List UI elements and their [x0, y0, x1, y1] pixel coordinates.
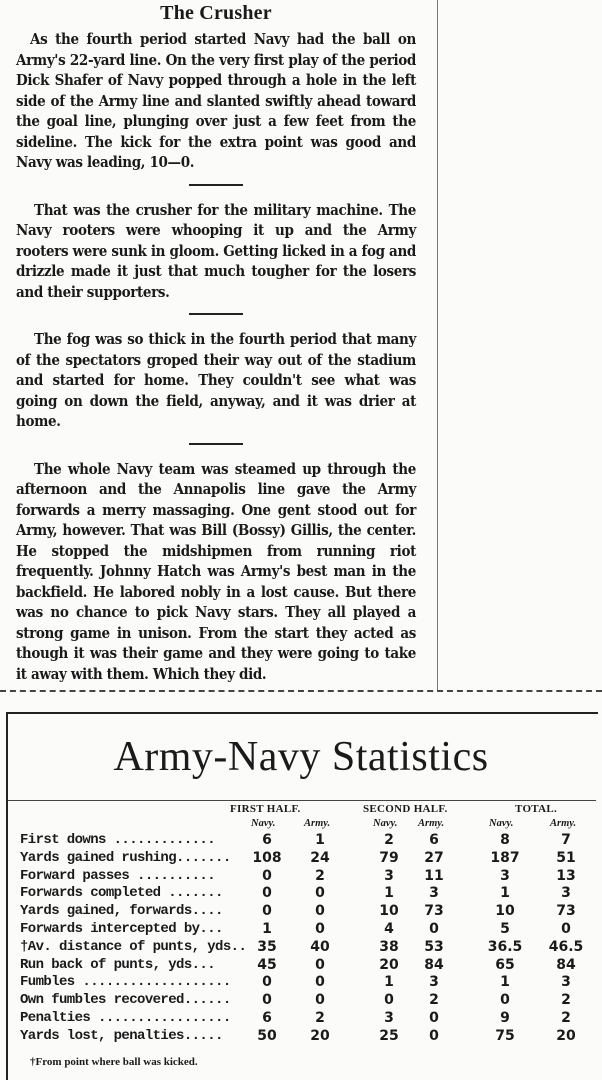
stat-cell: 3 — [561, 885, 571, 902]
stat-cell: 79 — [379, 849, 399, 866]
stat-cell: 1 — [384, 974, 394, 991]
stat-cell: 7 — [561, 832, 571, 848]
stat-cell: 3 — [384, 1010, 394, 1026]
stat-row-label: Penalties ................. — [20, 1010, 231, 1026]
header-first-half: FIRST HALF. — [230, 803, 301, 815]
team-column-header: Army. — [418, 818, 445, 829]
stat-cell: 11 — [424, 867, 444, 884]
stat-cell: 2 — [384, 832, 394, 848]
article-paragraph-3: The fog was so thick in the fourth period that many of the spectators groped their way out of the stadium and started for home. They couldn't see what was going on down the field, anyway, and it was drier at home. — [16, 330, 416, 430]
stat-cell: 1 — [315, 832, 325, 848]
stat-cell: 38 — [379, 938, 399, 955]
stat-cell: 0 — [262, 903, 272, 920]
stat-cell: 50 — [257, 1027, 277, 1044]
stat-cell: 35 — [257, 938, 277, 955]
stat-cell: 73 — [424, 903, 444, 920]
stat-cell: 6 — [262, 832, 272, 848]
stat-cell: 0 — [262, 974, 272, 991]
stat-cell: 0 — [315, 992, 325, 1009]
stat-cell: 53 — [424, 938, 444, 955]
stat-cell: 65 — [495, 956, 515, 973]
stat-cell: 10 — [379, 903, 399, 920]
stat-cell: 73 — [556, 903, 576, 920]
stat-cell: 0 — [315, 956, 325, 973]
stat-cell: 0 — [384, 992, 394, 1009]
stat-cell: 4 — [384, 921, 394, 937]
article-paragraph-1: As the fourth period started Navy had the ball on Army's 22-yard line. On the very first play of the period Dick Shafer of Navy popped through a hole in the left side of the Army line and slanted swiftly ahead toward the goal line, plunging over just a few feet from the sideline. The kick for the extra point was good and Navy was leading, 10—0. — [16, 30, 416, 171]
stat-cell: 84 — [424, 956, 444, 973]
stat-cell: 0 — [429, 1010, 439, 1026]
stat-cell: 2 — [561, 1010, 571, 1026]
stat-row-label: Forwards intercepted by... — [20, 921, 223, 937]
stat-row-label: Forward passes .......... — [20, 867, 216, 884]
stat-cell: 0 — [262, 992, 272, 1009]
stat-cell: 20 — [379, 956, 399, 973]
stat-cell: 1 — [262, 921, 272, 937]
stat-row-label: Own fumbles recovered...... — [20, 992, 231, 1009]
stat-row-label: First downs ............. — [20, 832, 216, 848]
stat-cell: 187 — [490, 849, 520, 866]
stat-cell: 0 — [315, 974, 325, 991]
team-column-header: Army. — [550, 818, 577, 829]
article-headline: The Crusher — [160, 2, 272, 24]
stat-cell: 40 — [310, 938, 330, 955]
stat-cell: 45 — [257, 956, 277, 973]
stat-cell: 9 — [500, 1010, 510, 1026]
stat-cell: 0 — [262, 885, 272, 902]
stat-cell: 51 — [556, 849, 576, 866]
stat-cell: 8 — [500, 832, 510, 848]
stat-cell: 3 — [429, 885, 439, 902]
stat-cell: 27 — [424, 849, 444, 866]
stat-cell: 20 — [556, 1027, 576, 1044]
stat-cell: 1 — [500, 974, 510, 991]
stat-cell: 0 — [262, 867, 272, 884]
stat-cell: 2 — [561, 992, 571, 1009]
team-column-header: Navy. — [251, 818, 276, 829]
stat-cell: 10 — [495, 903, 515, 920]
stat-cell: 108 — [252, 849, 282, 866]
stat-cell: 0 — [315, 903, 325, 920]
stat-cell: 1 — [384, 885, 394, 902]
stat-cell: 2 — [315, 867, 325, 884]
article-paragraph-2: That was the crusher for the military machine. The Navy rooters were whooping it up and the Army rooters were sunk in gloom. Getting licked in a fog and drizzle made it just that much tougher for the losers and their supporters. — [16, 200, 417, 301]
stat-cell: 46.5 — [548, 938, 584, 955]
header-total: TOTAL. — [515, 803, 558, 815]
stat-cell: 6 — [262, 1010, 272, 1026]
stat-cell: 0 — [500, 992, 510, 1009]
header-second-half: SECOND HALF. — [363, 803, 448, 815]
stat-cell: 84 — [556, 956, 576, 973]
stat-cell: 2 — [429, 992, 439, 1009]
stat-cell: 25 — [379, 1027, 399, 1044]
stats-footnote: †From point where ball was kicked. — [30, 1056, 198, 1068]
stats-title: Army-Navy Statistics — [113, 734, 489, 780]
stat-cell: 3 — [384, 867, 394, 884]
stat-cell: 3 — [429, 974, 439, 991]
stat-cell: 75 — [495, 1027, 515, 1044]
stat-row-label: Yards gained rushing....... — [20, 849, 231, 866]
stat-cell: 3 — [561, 974, 571, 991]
stat-cell: 2 — [315, 1010, 325, 1026]
stat-cell: 36.5 — [487, 938, 523, 955]
article-paragraph-4: The whole Navy team was steamed up through the afternoon and the Annapolis line gave the Army forwards a merry massaging. One gent stood out for Army, however. That was Bill (Bossy) Gillis, the center. He stopped the midshipmen from running riot frequently. Johnny Hatch was Army's best man in the backfield. He labored nobly in a lost cause. But there was no chance to pick Navy stars. They all played a strong game in unison. From the start they acted as though it was their game and they were going to take it away with them. Which they did. — [16, 459, 416, 683]
stat-cell: 5 — [500, 921, 510, 937]
stat-row-label: Yards gained, forwards.... — [20, 903, 223, 920]
stat-cell: 0 — [429, 921, 439, 937]
stat-cell: 0 — [429, 1027, 439, 1044]
stat-row-label: Fumbles ................... — [20, 974, 231, 991]
stat-cell: 13 — [556, 867, 576, 884]
stat-cell: 0 — [561, 921, 571, 937]
stat-row-label: †Av. distance of punts, yds.. — [20, 938, 247, 955]
stat-row-label: Run back of punts, yds... — [20, 956, 216, 973]
stat-cell: 0 — [315, 885, 325, 902]
stat-cell: 24 — [310, 849, 330, 866]
team-column-header: Army. — [304, 818, 331, 829]
stat-cell: 3 — [500, 867, 510, 884]
team-column-header: Navy. — [373, 818, 398, 829]
team-column-header: Navy. — [489, 818, 514, 829]
stat-cell: 6 — [429, 832, 439, 848]
stat-cell: 0 — [315, 921, 325, 937]
stat-row-label: Forwards completed ....... — [20, 885, 223, 902]
stat-cell: 1 — [500, 885, 510, 902]
stat-cell: 20 — [310, 1027, 330, 1044]
stat-row-label: Yards lost, penalties..... — [20, 1027, 223, 1044]
